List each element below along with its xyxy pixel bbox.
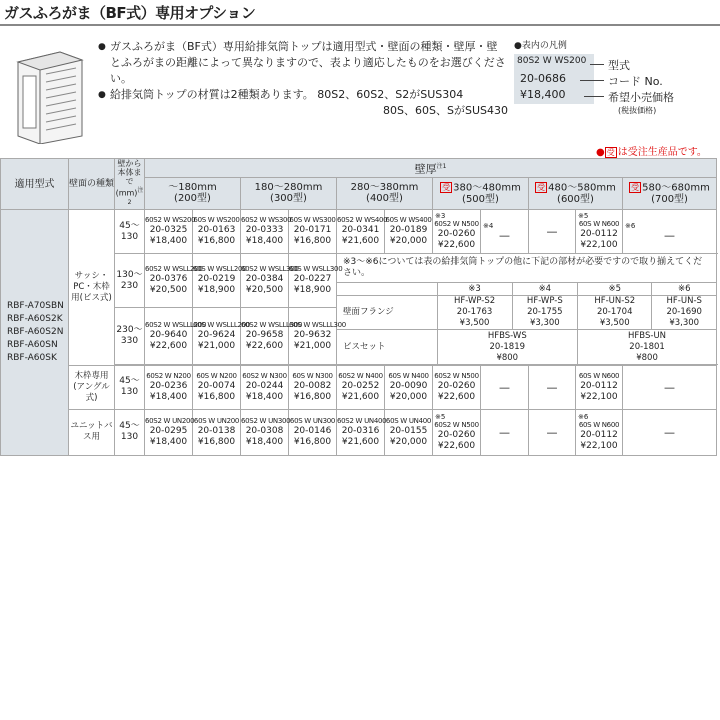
product-price: ¥21,000 [293,340,332,351]
product-cell [385,210,433,254]
product-price: ¥18,900 [293,285,332,296]
product-cell [385,409,433,455]
product-no: 20-0252 [341,380,380,391]
product-code: 60S W WS300 [289,216,336,225]
product-no: 20-0384 [245,274,284,285]
header-col-500 [433,177,529,210]
note-mark: ※5 [435,412,446,421]
product-code: 60S2 W WSLL200 [145,265,203,274]
product-no: 20-0112 [580,429,618,440]
product-code: 60S W N200 [196,371,237,380]
col-range: 480～580mm [548,182,616,194]
table-row [1,409,717,455]
product-cell [481,210,529,254]
product-no: 20-0163 [197,225,236,236]
product-price: ¥16,800 [293,436,332,447]
col-range: 280～380mm [350,182,419,194]
empty-dash: — [546,425,558,439]
product-code: 60S2 W WSLLL300 [241,320,303,329]
col-type: (700型) [651,193,688,205]
legend-leader [580,80,604,81]
header-col-700 [623,177,717,210]
col-range: 580～680mm [642,182,710,194]
legend-tax-note: (税抜価格) [618,106,657,115]
col-type: (400型) [366,193,403,205]
product-price: ¥22,600 [437,391,476,402]
col-type: (600型) [557,193,594,205]
product-price: ¥21,600 [341,236,380,247]
flange-cell [512,296,577,330]
product-cell [289,409,337,455]
header-distance-label: 壁から本体まで(mm) [115,159,142,198]
distance-cell: 45～130 [115,365,145,409]
parts-mark: ※5 [578,283,652,296]
product-code: 60S2 W UN300 [241,416,291,425]
col-range: 180～280mm [254,182,323,194]
part-no: 20-1704 [596,307,633,318]
product-price: ¥21,000 [197,340,236,351]
product-cell [193,210,241,254]
header-col-600 [529,177,623,210]
part-no: 20-1801 [629,341,665,352]
part-code: HF-WP-S2 [453,296,496,307]
header-wall-type: 壁面の種類 [69,159,115,210]
product-cell [337,409,385,455]
product-cell [623,409,717,455]
note-mark: ※5 [578,212,589,221]
header-distance [115,159,145,210]
product-cell [145,210,196,254]
col-range: 380～480mm [453,182,521,194]
title-divider [0,24,720,26]
legend-price-label: 希望小売価格 [608,91,674,104]
product-code: 60S2 W UN200 [145,416,195,425]
part-price: ¥3,500 [459,318,490,329]
part-price: ¥3,300 [669,318,700,329]
empty-dash: — [499,425,510,439]
part-price: ¥800 [496,352,519,363]
empty-dash: — [664,425,675,439]
model-name: RBF-A60SN [7,340,58,351]
header-col-400 [337,177,433,210]
flange-cell [578,296,652,330]
product-cell [337,365,385,409]
legend-price: ¥18,400 [520,88,566,101]
product-cell [145,254,203,308]
empty-dash: — [664,229,675,243]
distance-cell: 230～330 [115,308,145,364]
part-no: 20-1819 [489,341,526,352]
model-list [1,210,69,456]
header-col-200 [145,177,241,210]
empty-dash: — [546,380,558,394]
product-price: ¥22,600 [437,240,476,251]
product-price: ¥18,400 [149,436,188,447]
product-no: 20-0260 [437,380,476,391]
parts-mark: ※3 [437,283,512,296]
product-code: 60S W WS400 [385,216,432,225]
part-price: ¥3,500 [599,318,630,329]
product-no: 20-9632 [293,329,332,340]
part-price: ¥3,300 [529,318,560,329]
product-cell [289,254,343,308]
product-code: 60S W WSLL200 [193,265,247,274]
product-no: 20-0325 [149,225,188,236]
wall-type-unit: ユニットバス用 [69,409,115,455]
col-type: (500型) [462,193,499,205]
parts-section [337,254,717,365]
parts-table [337,282,716,364]
product-cell [576,365,623,409]
header-distance-note: 注2 [127,187,144,206]
product-price: ¥22,600 [245,340,284,351]
empty-dash: — [546,225,558,239]
product-price: ¥18,400 [245,391,284,402]
product-no: 20-0244 [245,380,284,391]
intro-notes [98,39,508,119]
product-cell [241,210,292,254]
product-code: 60S W WS200 [193,216,240,225]
product-code: 60S2 W N400 [338,371,383,380]
part-code: HF-WP-S [526,296,563,307]
product-cell [145,365,193,409]
header-col-300 [241,177,337,210]
product-code: 60S W WSLL300 [289,265,343,274]
note-mark: ※4 [483,222,494,231]
product-no: 20-0295 [149,425,188,436]
screw-label: ビスセット [337,330,437,364]
part-no: 20-1763 [456,307,493,318]
note-mark: ※6 [625,222,636,231]
product-cell [193,254,247,308]
model-name: RBF-A60S2N [7,327,64,338]
product-code: 60S2 W WS400 [337,216,388,225]
legend-type-label: 型式 [608,59,630,72]
legend [514,38,714,148]
product-code: 60S2 W N200 [146,371,191,380]
product-no: 20-0112 [580,229,618,240]
product-cell [241,308,303,364]
product-cell [145,308,207,364]
flange-label: 壁面フランジ [337,296,437,330]
product-code: 60S2 W N500 [434,371,479,380]
header-model: 適用型式 [1,159,69,210]
product-code: 60S2 W WS200 [145,216,196,225]
product-price: ¥18,400 [149,236,188,247]
empty-dash: — [499,380,510,394]
page-title: ガスふろがま（BF式）専用オプション [4,4,256,22]
part-code: HFBS-WS [487,330,527,341]
flange-cell [437,296,512,330]
product-cell [433,409,481,455]
model-name: RBF-A70SBN [7,301,64,312]
table-row [1,210,717,254]
legend-type-code: 80S2 W WS200 [517,56,587,66]
distance-cell: 45～130 [115,210,145,254]
product-no: 20-0227 [293,274,332,285]
parts-empty-cell [337,283,437,296]
product-code: 60S2 W N500 [434,220,479,229]
part-no: 20-1755 [527,307,563,318]
wall-type-sash: サッシ・PC・木枠用(ビス式) [69,210,115,366]
product-cell [289,308,346,364]
product-cell [481,409,529,455]
product-price: ¥16,800 [197,236,236,247]
product-code: 60S W N300 [292,371,333,380]
flange-cell [652,296,716,330]
product-cell [193,308,250,364]
screw-cell [437,330,578,364]
legend-title: ●表内の凡例 [514,41,567,51]
product-cell [241,365,289,409]
part-price: ¥800 [636,352,658,363]
col-range: ～180mm [168,182,217,194]
note-mark: ※6 [578,412,589,421]
product-cell [576,210,623,254]
product-code: 60S2 W WSLLL200 [145,320,207,329]
parts-mark: ※6 [652,283,716,296]
product-cell [623,210,717,254]
product-cell [289,210,337,254]
product-no: 20-0333 [245,225,284,236]
product-cell [193,365,241,409]
product-code: 60S2 W UN400 [337,416,387,425]
product-cell [529,409,576,455]
product-no: 20-0219 [197,274,236,285]
product-price: ¥16,800 [293,236,332,247]
product-price: ¥20,500 [245,285,284,296]
product-price: ¥22,100 [580,440,618,451]
product-code: 60S W N600 [578,371,620,380]
product-no: 20-0316 [341,425,380,436]
product-price: ¥20,000 [389,436,428,447]
model-name: RBF-A60S2K [7,314,63,325]
product-price: ¥22,600 [437,440,476,451]
product-cell [193,409,241,455]
legend-code-label: コード No. [608,75,663,88]
note-mark: ※3 [435,212,446,221]
col-type: (200型) [174,193,211,205]
product-cell [576,409,623,455]
order-mark: 受 [537,183,546,193]
product-no: 20-0341 [341,225,380,236]
note-material-cont: 80S、60S、SがSUS430 [383,104,508,117]
product-no: 20-0138 [197,425,236,436]
parts-note: ※3～※6については表の給排気筒トップの他に下記の部材が必要ですので取り揃えてください。 [343,257,703,279]
product-price: ¥18,400 [245,436,284,447]
product-cell [481,365,529,409]
order-note: ● 受 は受注生産品です。 [596,147,707,158]
product-no: 20-0155 [389,425,428,436]
product-cell [623,365,717,409]
product-cell [433,365,481,409]
distance-cell: 45～130 [115,409,145,455]
product-cell [529,365,576,409]
screw-cell [578,330,716,364]
product-code: 60S2 W WS300 [241,216,292,225]
wall-type-wood: 木枠専用(アングル式) [69,365,115,409]
product-cell [289,365,337,409]
product-no: 20-0376 [149,274,188,285]
product-code: 60S W UN200 [193,416,240,425]
product-price: ¥16,800 [293,391,332,402]
product-no: 20-0090 [389,380,428,391]
product-price: ¥16,800 [197,391,236,402]
product-price: ¥18,400 [245,236,284,247]
product-price: ¥22,600 [149,340,188,351]
legend-leader [584,96,604,97]
col-type: (300型) [270,193,307,205]
parts-mark: ※4 [512,283,577,296]
product-code: 60S W WSLLL300 [289,320,346,329]
product-cell [241,254,299,308]
product-code: 60S W N600 [578,220,620,229]
header-thickness-note: 注1 [436,162,447,170]
product-cell [241,409,289,455]
product-no: 20-0260 [437,229,476,240]
product-code: 60S2 W N500 [434,420,479,429]
product-no: 20-9640 [149,329,188,340]
product-price: ¥22,100 [580,391,618,402]
legend-code-no: 20-0686 [520,72,566,85]
product-cell [529,210,576,254]
product-price: ¥20,000 [389,236,428,247]
empty-dash: — [664,380,675,394]
order-mark: 受 [442,183,451,193]
product-price: ¥20,000 [389,391,428,402]
product-code: 60S2 W N300 [242,371,287,380]
product-code: 60S W N400 [388,371,429,380]
product-code: 60S W WSLLL200 [193,320,250,329]
product-price: ¥20,500 [149,285,188,296]
note-material: ● 給排気筒トップの材質は2種類あります。 80S2、60S2、S2がSUS304 [98,87,508,103]
product-no: 20-0112 [580,380,618,391]
legend-leader [590,64,604,65]
order-mark: 受 [631,183,640,193]
order-note-text: は受注生産品です。 [617,147,707,158]
product-no: 20-9658 [245,329,284,340]
distance-cell: 130～230 [115,254,145,308]
product-price: ¥16,800 [197,436,236,447]
part-code: HF-UN-S2 [594,296,636,307]
part-code: HF-UN-S [666,296,702,307]
product-code: 60S W UN300 [289,416,336,425]
part-no: 20-1690 [666,307,702,318]
product-no: 20-0189 [389,225,428,236]
product-code: 60S2 W WSLL300 [241,265,299,274]
product-cell [337,210,388,254]
product-code: 60S W UN400 [385,416,432,425]
product-price: ¥21,600 [341,391,380,402]
product-no: 20-0236 [149,380,188,391]
product-no: 20-9624 [197,329,236,340]
product-price: ¥18,400 [149,391,188,402]
empty-dash: — [499,229,510,243]
product-price: ¥18,900 [197,285,236,296]
product-cell [433,210,481,254]
product-cell [145,409,193,455]
options-table [0,158,717,456]
product-code: 60S W N600 [578,420,620,429]
model-name: RBF-A60SK [7,353,57,364]
product-no: 20-0171 [293,225,332,236]
vent-top-product-image [10,44,90,144]
product-no: 20-0074 [197,380,236,391]
order-mark: 受 [606,147,615,157]
product-cell [385,365,433,409]
product-no: 20-0082 [293,380,332,391]
product-price: ¥22,100 [580,240,618,251]
table-row [1,365,717,409]
product-no: 20-0146 [293,425,332,436]
header-thickness-label: 壁厚 [414,162,437,176]
header-thickness [145,159,717,178]
product-price: ¥21,600 [341,436,380,447]
product-no: 20-0260 [437,429,476,440]
product-no: 20-0308 [245,425,284,436]
note-selection: ● ガスふろがま（BF式）専用給排気筒トップは適用型式・壁面の種類・壁厚・壁とふろがまの距離によって異なりますので、表より適応したものをお選びください。 [98,39,508,87]
part-code: HFBS-UN [628,330,667,341]
